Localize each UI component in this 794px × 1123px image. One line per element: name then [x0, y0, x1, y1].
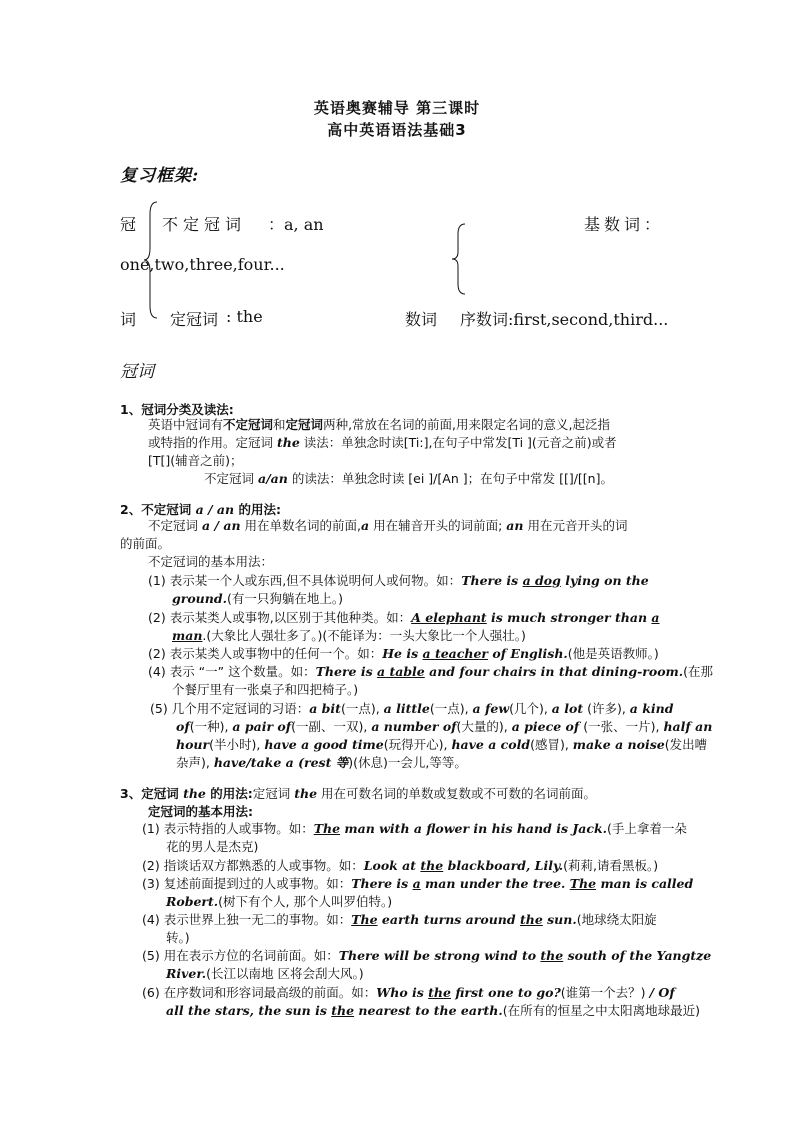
section2-paragraph-line1	[148, 517, 627, 536]
example-text: have a good time	[264, 737, 384, 752]
section2-item5-line3	[176, 736, 707, 755]
text: 的用法:	[234, 502, 281, 517]
section1-title: 冠词分类及读法:	[141, 402, 234, 417]
section1-number: 1、	[120, 402, 142, 417]
section2-item2-line1	[148, 609, 660, 628]
item-number: (1)	[148, 573, 166, 588]
text: (手上拿着一朵	[606, 821, 687, 836]
item-number: (4)	[142, 912, 164, 927]
example-text: Look at	[363, 858, 421, 873]
example-underlined: a	[412, 876, 421, 891]
section2-item4-line1	[148, 663, 713, 682]
text: 不定冠词	[148, 518, 202, 533]
section3-item-line2	[166, 838, 258, 857]
outline-ordinal-label: 序数词:	[460, 310, 514, 329]
example-underlined: table	[385, 664, 425, 679]
section2-basic-usage: 不定冠词的基本用法：	[148, 554, 274, 569]
example-underlined: The	[313, 821, 341, 836]
example-underlined: a	[522, 573, 531, 588]
text: (一点),	[429, 701, 473, 716]
text: (地球绕太阳旋	[576, 912, 657, 927]
example-text: He is	[382, 646, 423, 661]
section3-item-line2	[166, 929, 190, 948]
text: (谁第一个去？)	[560, 985, 650, 1000]
text: 转。)	[166, 930, 190, 945]
example-text: hour	[176, 737, 210, 752]
example-text: a lot	[551, 701, 584, 716]
example-text: River.	[166, 966, 207, 981]
text: (一张、一片),	[579, 719, 664, 734]
term-the: the	[183, 786, 206, 801]
section3-item-line1	[142, 857, 658, 876]
example-text: south of the Yangtze	[563, 948, 712, 963]
example-text: all the stars, the sun is	[166, 1003, 332, 1018]
example-underlined: teacher	[430, 646, 489, 661]
text: 英语中冠词有	[148, 417, 224, 432]
term-the: the	[276, 435, 300, 450]
text: (一点),	[340, 701, 384, 716]
example-text: man is called	[596, 876, 694, 891]
section3-item-line1	[142, 947, 711, 966]
example-text: a little	[383, 701, 430, 716]
example-underlined: the	[331, 1003, 355, 1018]
outline-indefinite-value: ：a, an	[268, 215, 324, 234]
text: 用在辅音开头的词前面;	[369, 518, 507, 533]
text: 用在可数名词的单数或复数或不可数的名词前面。	[317, 786, 597, 801]
term-a-an: a / an	[201, 518, 241, 533]
example-text: Robert.	[166, 894, 219, 909]
document-title-line2: 高中英语语法基础3	[327, 121, 467, 139]
section3-item-line1	[142, 911, 657, 930]
text: 表示特指的人或事物。如：	[163, 821, 314, 836]
section2-heading	[120, 500, 281, 518]
example-text: have a cold	[451, 737, 531, 752]
outline-indefinite-label: 不定冠词	[162, 215, 247, 234]
example-underlined: a	[651, 610, 660, 625]
outline-numeral-label: 数词	[405, 310, 438, 329]
example-text: man with a flower in his hand is Jack.	[340, 821, 607, 836]
item-number: (5)	[150, 701, 168, 716]
text: 或特指的作用。定冠词	[148, 435, 277, 450]
example-text: Who is	[376, 985, 429, 1000]
term-a: a	[361, 518, 370, 533]
item-number: (2)	[148, 646, 166, 661]
example-text: and four chairs in that dining-room.	[424, 664, 684, 679]
example-underlined: The	[351, 912, 378, 927]
text: 表示世界上独一无二的事物。如：	[163, 912, 352, 927]
item-number: (3)	[142, 876, 164, 891]
text: 的用法:	[205, 786, 253, 801]
example-text: There is	[315, 664, 377, 679]
example-text: is much stronger than	[486, 610, 652, 625]
term-the: the	[294, 786, 318, 801]
section2-item5-line1	[150, 700, 674, 719]
item-number: (4)	[148, 664, 166, 679]
translation: (在那	[683, 664, 714, 679]
text: 在序数词和形容词最高级的前面。如：	[163, 985, 377, 1000]
outline-ordinal	[460, 307, 668, 330]
text: (半小时),	[209, 737, 265, 752]
text: )(休息)一会儿,等等。	[348, 755, 467, 770]
text: (树下有个人, 那个人叫罗伯特。)	[218, 894, 393, 909]
example-text: a number of	[371, 719, 457, 734]
section1-paragraph-line1	[148, 416, 610, 435]
example-text: There will be strong wind to	[338, 948, 541, 963]
example-text: first one to go?	[450, 985, 561, 1000]
article-heading: 冠词	[120, 362, 154, 382]
example-text: There is	[351, 876, 413, 891]
item-number: (2)	[142, 858, 164, 873]
outline-definite-value: : the	[226, 307, 263, 326]
example-underlined: the	[428, 985, 451, 1000]
example-text: lying on the	[560, 573, 649, 588]
text: 用在元音开头的词	[523, 518, 628, 533]
item-number: (2)	[148, 610, 166, 625]
text: 两种,常放在名词的前面,用来限定名词的意义,起泛指	[323, 417, 610, 432]
text: 表示某类人或事物中的任何一个。如：	[169, 646, 383, 661]
section3-item-line1	[142, 984, 675, 1003]
text: (长江以南地 区将会刮大风。)	[206, 966, 364, 981]
text: 表示 “一” 这个数量。如：	[169, 664, 316, 679]
text: (感冒),	[530, 737, 573, 752]
text: (一副、一双),	[291, 719, 372, 734]
text: (大量的),	[456, 719, 512, 734]
text: 不定冠词	[204, 471, 258, 486]
example-text: earth turns around	[377, 912, 520, 927]
section1-paragraph-line2	[148, 434, 617, 453]
text: 杂声),	[176, 755, 214, 770]
text: (莉莉,请看黑板。)	[563, 858, 659, 873]
text: (几个),	[509, 701, 552, 716]
section3-item-line2	[166, 893, 392, 912]
example-text: a piece of	[511, 719, 580, 734]
example-text: a kind	[629, 701, 674, 716]
text: 用在表示方位的名词前面。如：	[163, 948, 339, 963]
section2-item3-line1	[148, 645, 659, 664]
text: 复述前面提到过的人或事物。如：	[163, 876, 352, 891]
example-text: of	[176, 719, 190, 734]
section1-paragraph2	[204, 470, 613, 489]
example-underlined: the	[540, 948, 564, 963]
term-a-an: a/an	[257, 471, 288, 486]
example-underlined: dog	[530, 573, 561, 588]
example-underlined: a	[376, 664, 386, 679]
example-text: ground.	[172, 591, 227, 606]
text: 读法：单独念时读[Ti:],在句子中常发[Ti ](元音之前)或者	[299, 435, 617, 450]
example-underlined: man	[172, 628, 203, 643]
text: 花的男人是杰克)	[166, 839, 259, 854]
section3-item-line2	[166, 965, 364, 984]
example-underlined: A elephant	[411, 610, 487, 625]
example-text: There is	[461, 573, 523, 588]
example-text: sun.	[542, 912, 577, 927]
section2-item1-line1	[148, 572, 649, 591]
outline-ci: 词	[120, 310, 137, 329]
translation: (他是英语教师。)	[567, 646, 659, 661]
example-text: a bit	[309, 701, 341, 716]
text: 用在单数名词的前面,	[240, 518, 361, 533]
example-text: half an	[663, 719, 713, 734]
outline-definite-label: 定冠词	[170, 310, 219, 329]
item-number: (6)	[142, 985, 164, 1000]
example-text: nearest to the earth.	[354, 1003, 503, 1018]
text: (一种),	[189, 719, 233, 734]
example-text: of English.	[488, 646, 568, 661]
section3-item-line2	[166, 1002, 700, 1021]
text: 定冠词	[141, 786, 184, 801]
term-definite: 定冠词	[285, 417, 324, 432]
term-indefinite: 不定冠词	[223, 417, 274, 432]
section3-item-line1	[142, 875, 693, 894]
text: 定冠词	[252, 786, 295, 801]
text: 表示某类人或事物,以区别于其他种类。如：	[169, 610, 412, 625]
example-text: man under the tree.	[420, 876, 570, 891]
example-underlined: the	[519, 912, 543, 927]
section3-basic-usage: 定冠词的基本用法:	[148, 804, 253, 819]
text: (发出嘈	[664, 737, 708, 752]
section2-item5-line2	[176, 718, 712, 737]
translation: .(大象比人强壮多了。)(不能译为：一头大象比一个人强壮。)	[202, 628, 526, 643]
example-text: a pair of	[232, 719, 292, 734]
example-text: have/take a (rest 等	[213, 755, 349, 770]
review-heading: 复习框架:	[120, 166, 200, 186]
term-an: an	[506, 518, 524, 533]
text: 的读法：单独念时读 [ei ]/[An ]；在句子中常发 [[]/[[n]。	[287, 471, 613, 486]
example-underlined: The	[569, 876, 597, 891]
section2-item1-line2	[172, 590, 343, 609]
section3-number: 3、	[120, 786, 142, 801]
text: 不定冠词	[141, 502, 196, 517]
text: (许多),	[583, 701, 630, 716]
outline-guan: 冠	[120, 215, 137, 234]
section2-item4-line2: 个餐厅里有一张桌子和四把椅子。)	[172, 682, 359, 697]
right-brace-icon	[450, 222, 468, 296]
outline-cardinal-label: 基数词：	[584, 215, 665, 234]
term-a-an: a / an	[195, 502, 235, 517]
section2-item5-line4	[176, 754, 467, 773]
item-number: (1)	[142, 821, 164, 836]
text: 几个用不定冠词的习语：	[171, 701, 310, 716]
example-text: / Of	[649, 985, 675, 1000]
item-number: (5)	[142, 948, 164, 963]
example-underlined: a	[422, 646, 431, 661]
section3-item-line1	[142, 820, 687, 839]
document-title-line1: 英语奥赛辅导 第三课时	[313, 99, 481, 117]
outline-cardinal-examples: one,two,three,four...	[120, 255, 285, 274]
section2-paragraph-line2: 的前面。	[120, 536, 171, 551]
example-text: a few	[472, 701, 510, 716]
example-text: blackboard, Lily.	[443, 858, 564, 873]
section2-item2-line2	[172, 627, 526, 646]
idiom-list	[309, 701, 673, 716]
section3-heading	[120, 784, 596, 802]
section1-paragraph-line3: [T[](辅音之前)；	[148, 453, 243, 468]
text: (玩得开心),	[383, 737, 452, 752]
text: 表示某一个人或东西,但不具体说明何人或何物。如：	[169, 573, 462, 588]
text: 和	[273, 417, 286, 432]
section2-number: 2、	[120, 502, 142, 517]
example-text: make a noise	[572, 737, 665, 752]
text: (在所有的恒星之中太阳离地球最近)	[502, 1003, 701, 1018]
text: 指谈话双方都熟悉的人或事物。如：	[163, 858, 364, 873]
translation: (有一只狗躺在地上。)	[226, 591, 343, 606]
outline-ordinal-examples: first,second,third...	[513, 310, 669, 329]
example-underlined: the	[420, 858, 444, 873]
